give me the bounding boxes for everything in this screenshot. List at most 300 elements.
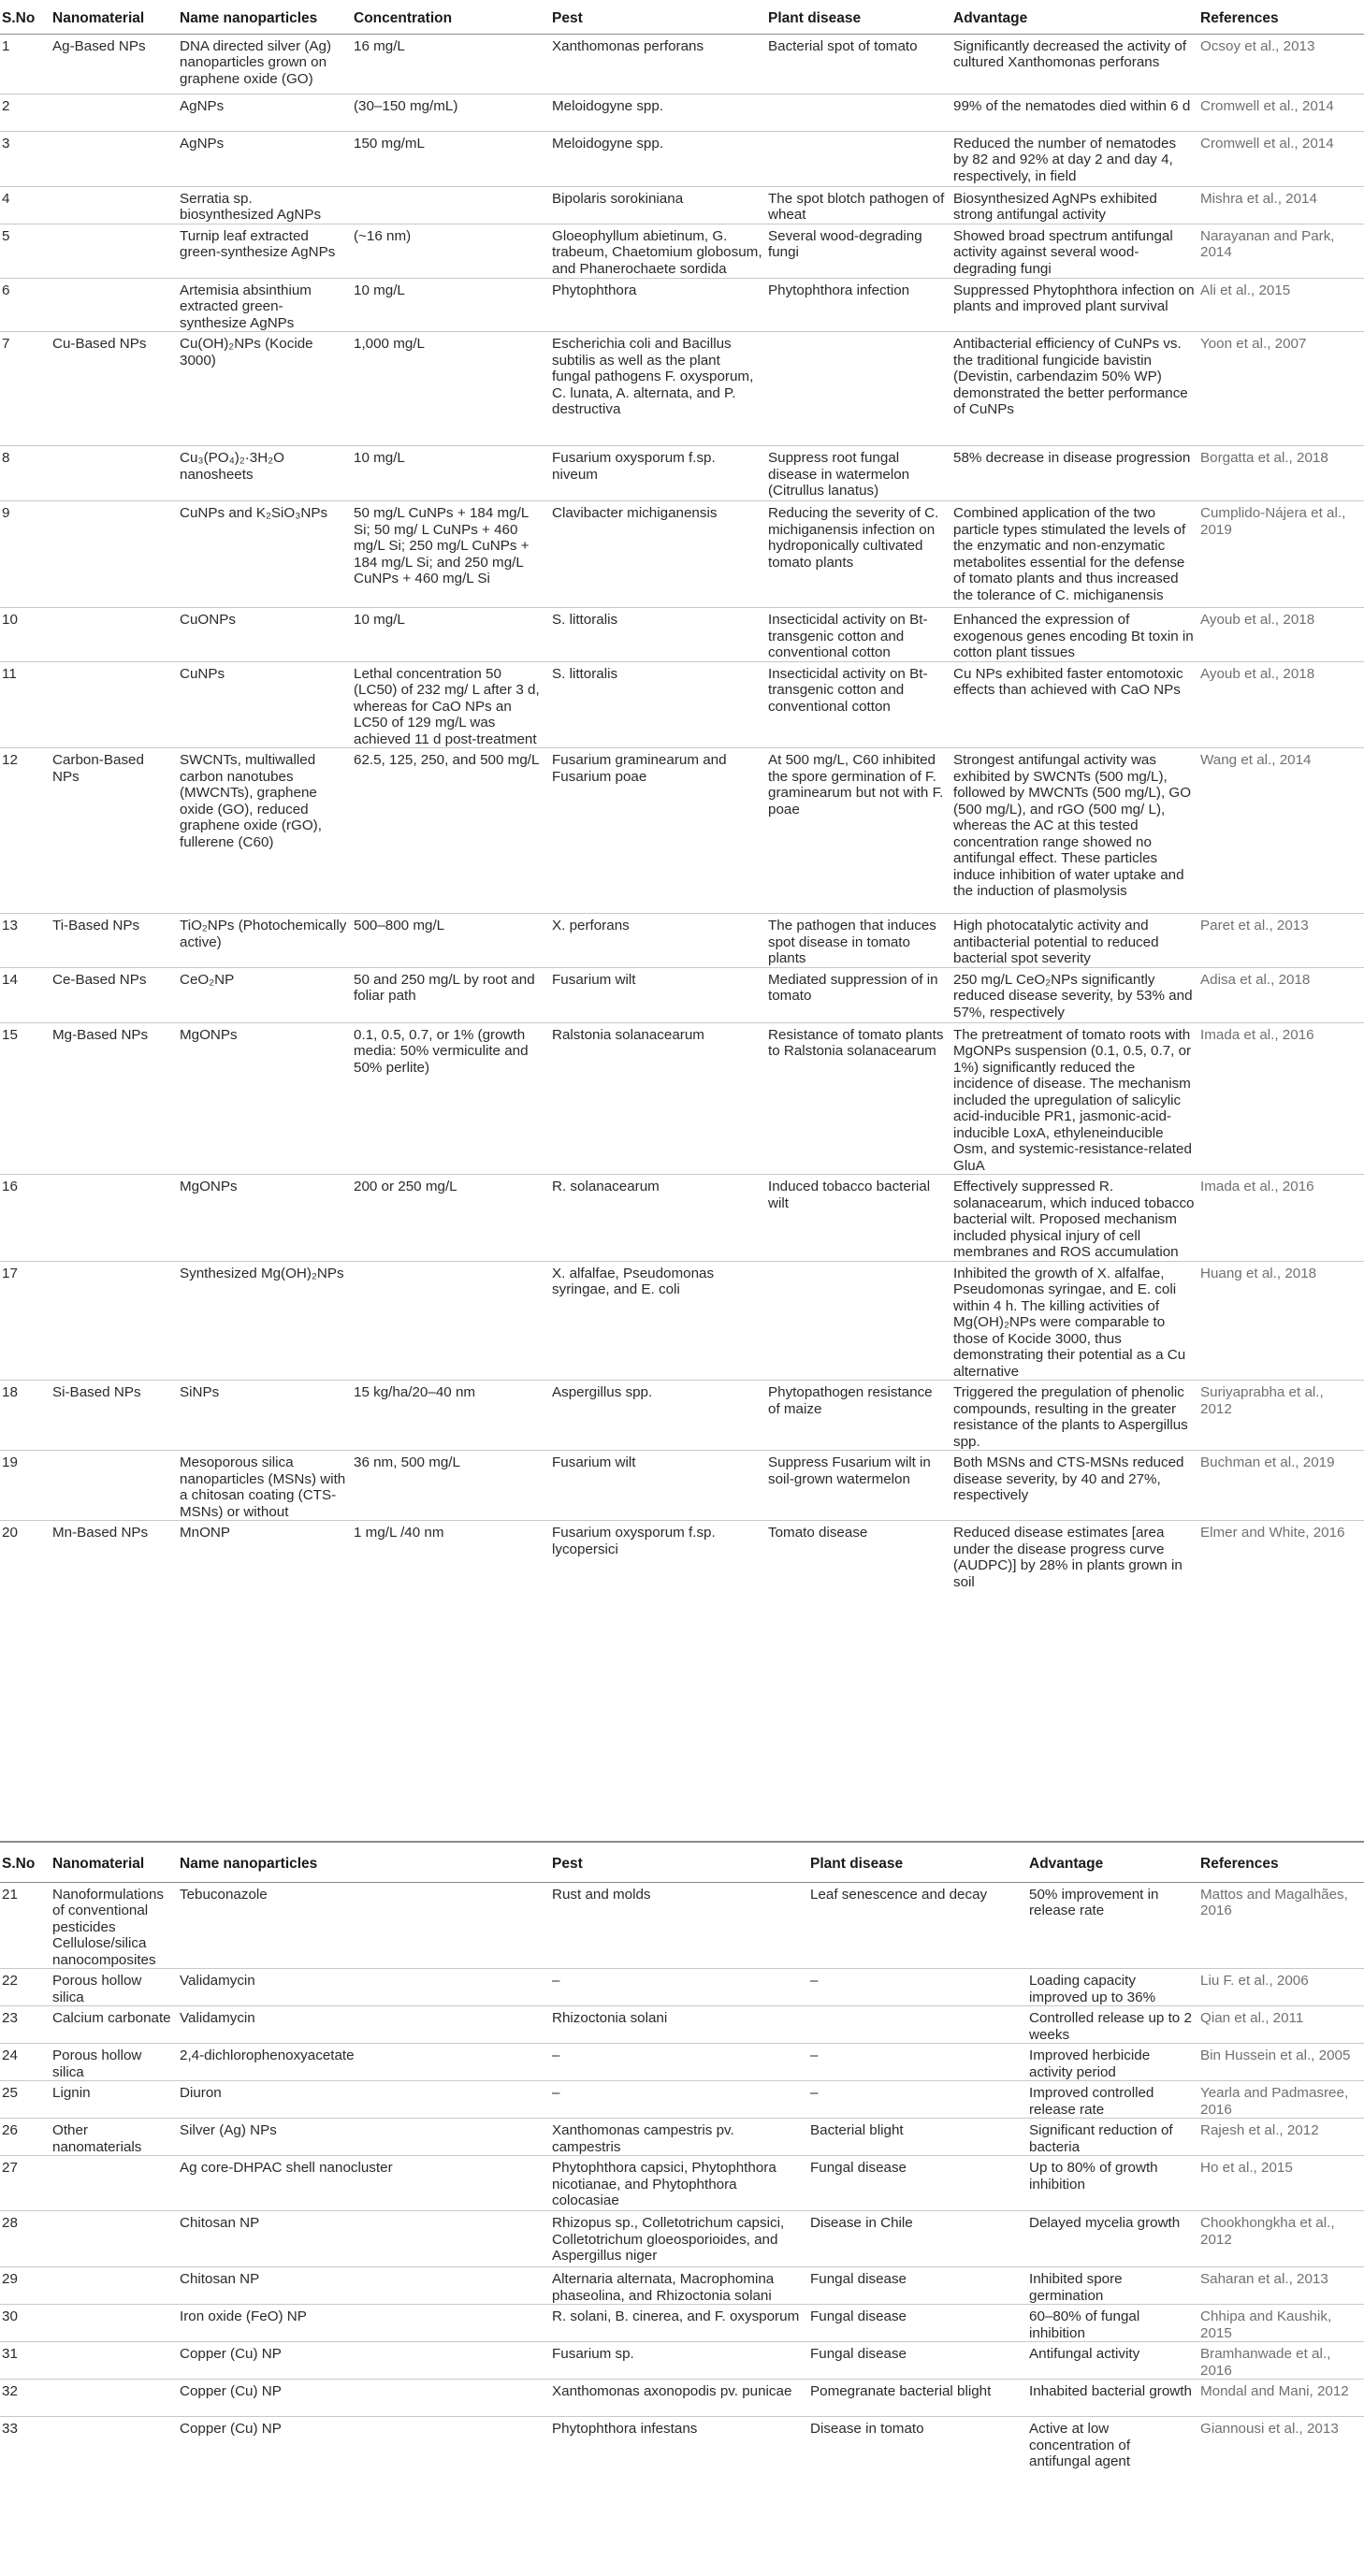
cell-disease: Phytophthora infection	[768, 282, 910, 298]
cell-disease: Leaf senescence and decay	[810, 1886, 988, 1903]
cell-sno: 16	[2, 1179, 18, 1194]
cell-ref: Yoon et al., 2007	[1200, 336, 1307, 352]
cell-name: Copper (Cu) NP	[180, 2346, 282, 2362]
cell-advantage: Improved controlled release rate	[1029, 2085, 1154, 2118]
table2-body	[0, 1882, 1364, 2470]
cell-material: Porous hollow silica	[52, 1973, 142, 2005]
nanoparticle-table-2	[0, 1846, 1364, 2470]
cell-material	[52, 661, 180, 748]
cell-disease: Several wood-degrading fungi	[768, 227, 922, 260]
cell-sno: 21	[2, 1886, 18, 1903]
cell-ref: Paret et al., 2013	[1200, 918, 1309, 933]
cell-conc: 10 mg/L	[354, 282, 405, 298]
cell-name: Artemisia absinthium extracted green-synthesize AgNPs	[180, 282, 312, 331]
cell-sno: 11	[2, 665, 17, 682]
table1-header-4: Pest	[552, 10, 583, 26]
cell-pest: Xanthomonas axonopodis pv. punicae	[552, 2383, 792, 2399]
cell-conc: 1 mg/L /40 nm	[354, 1525, 444, 1541]
cell-sno: 29	[2, 2271, 18, 2287]
table1-header-0: S.No	[2, 10, 36, 26]
cell-name: MnONP	[180, 1525, 231, 1541]
cell-conc: (30–150 mg/mL)	[354, 97, 458, 114]
cell-pest: X. perforans	[552, 918, 630, 933]
cell-ref: Yearla and Padmasree, 2016	[1200, 2085, 1349, 2118]
cell-name: Copper (Cu) NP	[180, 2383, 282, 2399]
table1-body	[0, 34, 1364, 1590]
cell-sno: 4	[2, 190, 10, 207]
cell-disease: Suppress Fusarium wilt in soil-grown watermelon	[768, 1454, 931, 1487]
cell-advantage: Delayed mycelia growth	[1029, 2215, 1181, 2231]
cell-disease: Bacterial spot of tomato	[768, 37, 918, 54]
table2-header-3: Pest	[552, 1856, 583, 1872]
cell-ref: Wang et al., 2014	[1200, 752, 1312, 768]
cell-material	[52, 2342, 180, 2380]
cell-pest: –	[552, 1973, 560, 1989]
cell-pest: S. littoralis	[552, 612, 618, 628]
cell-advantage: Enhanced the expression of exogenous genes encoding Bt toxin in cotton plant tissues	[953, 612, 1194, 660]
cell-name: CeO₂NP	[180, 971, 235, 988]
cell-sno: 10	[2, 612, 18, 628]
cell-name: AgNPs	[180, 97, 225, 114]
cell-disease: –	[810, 2085, 819, 2101]
cell-pest: Fusarium graminearum and Fusarium poae	[552, 752, 727, 785]
cell-name: DNA directed silver (Ag) nanoparticles grown on graphene oxide (GO)	[180, 37, 332, 87]
cell-ref: Adisa et al., 2018	[1200, 971, 1311, 988]
cell-ref: Giannousi et al., 2013	[1200, 2421, 1339, 2437]
cell-material	[52, 224, 180, 278]
cell-conc	[354, 1261, 552, 1381]
cell-ref: Bin Hussein et al., 2005	[1200, 2048, 1351, 2063]
cell-conc: 1,000 mg/L	[354, 336, 425, 352]
cell-sno: 18	[2, 1384, 18, 1400]
cell-ref: Cumplido-Nájera et al., 2019	[1200, 505, 1346, 538]
cell-pest: –	[552, 2048, 560, 2063]
cell-material: Porous hollow silica	[52, 2048, 142, 2080]
cell-conc: (~16 nm)	[354, 227, 412, 244]
cell-disease: Suppress root fungal disease in watermelon (Citrullus lanatus)	[768, 450, 910, 499]
cell-advantage: Triggered the pregulation of phenolic compounds, resulting in the greater resistance of the plants to Aspergillus spp.	[953, 1384, 1188, 1450]
table2-header-6: References	[1200, 1856, 1279, 1872]
table-row	[0, 1022, 1364, 1175]
cell-advantage: Cu NPs exhibited faster entomotoxic effects than achieved with CaO NPs	[953, 665, 1183, 698]
table2-header-4: Plant disease	[810, 1856, 904, 1872]
cell-ref: Mishra et al., 2014	[1200, 190, 1317, 207]
cell-pest: Fusarium wilt	[552, 971, 636, 988]
table-row	[0, 224, 1364, 278]
cell-name: Turnip leaf extracted green-synthesize AgNPs	[180, 227, 336, 260]
cell-name: Serratia sp. biosynthesized AgNPs	[180, 190, 322, 223]
table-row	[0, 278, 1364, 332]
table-row	[0, 1451, 1364, 1521]
cell-disease: Tomato disease	[768, 1525, 868, 1541]
cell-conc: Lethal concentration 50 (LC50) of 232 mg/ L after 3 d, whereas for CaO NPs an LC50 of 129 mg/L was achieved 11 d post-treatment	[354, 665, 540, 747]
cell-name: Cu(OH)₂NPs (Kocide 3000)	[180, 336, 313, 369]
table1-header-2: Name nanoparticles	[180, 10, 318, 26]
table-separator	[0, 1841, 1364, 1843]
cell-name: CuNPs	[180, 665, 225, 682]
cell-disease: Induced tobacco bacterial wilt	[768, 1179, 931, 1211]
cell-advantage: Effectively suppressed R. solanacearum, which induced tobacco bacterial wilt. Proposed mechanism included physical injury of cell membranes and ROS accumulation	[953, 1179, 1195, 1260]
cell-pest: Xanthomonas perforans	[552, 37, 704, 54]
cell-material: Lignin	[52, 2085, 91, 2101]
table1-header-6: Advantage	[953, 10, 1028, 26]
cell-advantage: Both MSNs and CTS-MSNs reduced disease severity, by 40 and 27%, respectively	[953, 1454, 1184, 1503]
cell-disease	[768, 131, 953, 186]
cell-sno: 23	[2, 2010, 18, 2026]
cell-name: Tebuconazole	[180, 1886, 268, 1903]
cell-disease: Insecticidal activity on Bt-transgenic cotton and conventional cotton	[768, 612, 928, 660]
cell-ref: Elmer and White, 2016	[1200, 1525, 1345, 1541]
cell-ref: Imada et al., 2016	[1200, 1179, 1314, 1194]
cell-conc: 200 or 250 mg/L	[354, 1179, 457, 1194]
cell-pest: Rhizopus sp., Colletotrichum capsici, Colletotrichum gloeosporioides, and Aspergillus niger	[552, 2215, 785, 2264]
cell-conc: 15 kg/ha/20–40 nm	[354, 1384, 476, 1400]
cell-sno: 2	[2, 97, 10, 114]
table1-header-3: Concentration	[354, 10, 453, 26]
cell-sno: 24	[2, 2048, 18, 2063]
table2-header-row	[0, 1846, 1364, 1882]
cell-advantage: Suppressed Phytophthora infection on plants and improved plant survival	[953, 282, 1195, 314]
cell-ref: Saharan et al., 2013	[1200, 2271, 1328, 2287]
cell-ref: Huang et al., 2018	[1200, 1265, 1317, 1281]
table1-header-1: Nanomaterial	[52, 10, 145, 26]
cell-sno: 27	[2, 2160, 18, 2176]
cell-ref: Mondal and Mani, 2012	[1200, 2383, 1349, 2399]
table-row	[0, 186, 1364, 224]
cell-disease: Resistance of tomato plants to Ralstonia solanacearum	[768, 1026, 944, 1059]
cell-disease: Insecticidal activity on Bt-transgenic cotton and conventional cotton	[768, 665, 928, 715]
cell-disease: The spot blotch pathogen of wheat	[768, 190, 945, 223]
cell-disease: –	[810, 1973, 819, 1989]
cell-advantage: Antifungal activity	[1029, 2346, 1140, 2362]
table-row	[0, 2156, 1364, 2211]
cell-ref: Chhipa and Kaushik, 2015	[1200, 2308, 1332, 2341]
cell-sno: 14	[2, 971, 18, 988]
cell-material: Carbon-Based NPs	[52, 752, 144, 785]
cell-pest: Phytophthora infestans	[552, 2421, 698, 2437]
cell-sno: 32	[2, 2383, 18, 2399]
cell-pest: Rust and molds	[552, 1886, 651, 1903]
cell-pest: Fusarium oxysporum f.sp. niveum	[552, 450, 716, 483]
cell-name: MgONPs	[180, 1179, 238, 1194]
cell-conc: 36 nm, 500 mg/L	[354, 1454, 460, 1470]
cell-advantage: 58% decrease in disease progression	[953, 450, 1191, 466]
cell-sno: 1	[2, 37, 10, 54]
cell-material: Calcium carbonate	[52, 2010, 171, 2026]
table-row	[0, 1969, 1364, 2006]
cell-disease: Fungal disease	[810, 2271, 907, 2287]
cell-ref: Ayoub et al., 2018	[1200, 612, 1315, 628]
cell-ref: Qian et al., 2011	[1200, 2010, 1304, 2026]
cell-pest: R. solanacearum	[552, 1179, 660, 1194]
cell-sno: 30	[2, 2308, 18, 2324]
cell-advantage: 60–80% of fungal inhibition	[1029, 2308, 1140, 2341]
cell-advantage: High photocatalytic activity and antibacterial potential to reduced bacterial spot severity	[953, 918, 1159, 966]
cell-disease: The pathogen that induces spot disease in tomato plants	[768, 918, 936, 966]
cell-pest: Ralstonia solanacearum	[552, 1026, 704, 1043]
cell-material	[52, 446, 180, 501]
cell-material	[52, 94, 180, 131]
table-row	[0, 914, 1364, 968]
cell-pest: Alternaria alternata, Macrophomina phaseolina, and Rhizoctonia solani	[552, 2271, 775, 2304]
table-row	[0, 1261, 1364, 1381]
table-row	[0, 2044, 1364, 2081]
cell-sno: 7	[2, 336, 10, 352]
cell-sno: 5	[2, 227, 10, 244]
table-row	[0, 1882, 1364, 1969]
table-row	[0, 2006, 1364, 2044]
cell-material: Mn-Based NPs	[52, 1525, 149, 1541]
table2-header-0: S.No	[2, 1856, 36, 1872]
cell-pest: Gloeophyllum abietinum, G. trabeum, Chaetomium globosum, and Phanerochaete sordida	[552, 227, 762, 277]
cell-material: Si-Based NPs	[52, 1384, 141, 1400]
cell-pest: Clavibacter michiganensis	[552, 505, 718, 521]
cell-disease	[810, 2006, 1029, 2044]
cell-disease: Disease in tomato	[810, 2421, 924, 2437]
table-row	[0, 2305, 1364, 2342]
table-row	[0, 748, 1364, 914]
table-row	[0, 1381, 1364, 1451]
table-row	[0, 967, 1364, 1022]
cell-pest: R. solani, B. cinerea, and F. oxysporum	[552, 2308, 800, 2324]
table1-header-5: Plant disease	[768, 10, 862, 26]
cell-pest: Meloidogyne spp.	[552, 135, 664, 152]
cell-ref: Bramhanwade et al., 2016	[1200, 2346, 1331, 2379]
cell-name: CuNPs and K₂SiO₃NPs	[180, 505, 328, 521]
cell-pest: Escherichia coli and Bacillus subtilis as well as the plant fungal pathogens F. oxysporum, C. lunata, A. alternata, and P. destructiva	[552, 336, 754, 417]
cell-advantage: Biosynthesized AgNPs exhibited strong antifungal activity	[953, 190, 1157, 223]
table2-header-5: Advantage	[1029, 1856, 1104, 1872]
cell-disease: Pomegranate bacterial blight	[810, 2383, 992, 2399]
cell-disease	[768, 332, 953, 446]
cell-ref: Suriyaprabha et al., 2012	[1200, 1384, 1324, 1417]
cell-material	[52, 2380, 180, 2417]
cell-pest: S. littoralis	[552, 665, 618, 682]
cell-name: 2,4-dichlorophenoxyacetate	[180, 2048, 355, 2063]
cell-material	[52, 608, 180, 662]
table-row	[0, 2380, 1364, 2417]
cell-sno: 17	[2, 1265, 18, 1281]
table2-header-2: Name nanoparticles	[180, 1856, 318, 1872]
cell-ref: Mattos and Magalhães, 2016	[1200, 1886, 1348, 1918]
cell-sno: 31	[2, 2346, 18, 2362]
cell-ref: Liu F. et al., 2006	[1200, 1973, 1309, 1989]
cell-advantage: 99% of the nematodes died within 6 d	[953, 97, 1191, 114]
cell-sno: 13	[2, 918, 18, 933]
cell-ref: Cromwell et al., 2014	[1200, 135, 1334, 152]
cell-sno: 26	[2, 2122, 18, 2138]
cell-material	[52, 2305, 180, 2342]
cell-advantage: Combined application of the two particle types stimulated the levels of the enzymatic and non-enzymatic metabolites essential for the defense of tomato plants and thus increased the tolerance of C. michiganensis	[953, 505, 1186, 603]
cell-sno: 25	[2, 2085, 18, 2101]
cell-name: Validamycin	[180, 1973, 255, 1989]
cell-name: Chitosan NP	[180, 2271, 260, 2287]
cell-material	[52, 2211, 180, 2267]
cell-ref: Imada et al., 2016	[1200, 1026, 1314, 1043]
cell-conc: 16 mg/L	[354, 37, 405, 54]
cell-name: Copper (Cu) NP	[180, 2421, 282, 2437]
cell-disease: Phytopathogen resistance of maize	[768, 1384, 933, 1417]
cell-material: Ce-Based NPs	[52, 971, 147, 988]
cell-sno: 33	[2, 2421, 18, 2437]
cell-disease: Fungal disease	[810, 2308, 907, 2324]
cell-material	[52, 1261, 180, 1381]
cell-pest: Aspergillus spp.	[552, 1384, 653, 1400]
cell-sno: 3	[2, 135, 10, 152]
cell-sno: 22	[2, 1973, 18, 1989]
cell-sno: 6	[2, 282, 10, 298]
cell-disease: At 500 mg/L, C60 inhibited the spore germination of F. graminearum but not with F. poae	[768, 752, 944, 818]
cell-name: Diuron	[180, 2085, 222, 2101]
cell-advantage: 50% improvement in release rate	[1029, 1886, 1159, 1918]
cell-pest: Bipolaris sorokiniana	[552, 190, 684, 207]
cell-sno: 20	[2, 1525, 18, 1541]
table1-header-row	[0, 0, 1364, 34]
cell-name: Cu₃(PO₄)₂·3H₂O nanosheets	[180, 450, 284, 483]
cell-ref: Ayoub et al., 2018	[1200, 665, 1315, 682]
cell-name: Mesoporous silica nanoparticles (MSNs) with a chitosan coating (CTS-MSNs) or without	[180, 1454, 346, 1520]
cell-ref: Ali et al., 2015	[1200, 282, 1291, 298]
cell-disease: Reducing the severity of C. michiganensis infection on hydroponically cultivated tomato plants	[768, 505, 939, 571]
cell-pest: –	[552, 2085, 560, 2101]
cell-advantage: Significantly decreased the activity of cultured Xanthomonas perforans	[953, 37, 1187, 70]
cell-ref: Ho et al., 2015	[1200, 2160, 1293, 2176]
cell-advantage: Loading capacity improved up to 36%	[1029, 1973, 1156, 2005]
cell-material	[52, 1175, 180, 1262]
cell-disease: Bacterial blight	[810, 2122, 904, 2138]
cell-conc: 0.1, 0.5, 0.7, or 1% (growth media: 50% vermiculite and 50% perlite)	[354, 1026, 529, 1076]
cell-advantage: Up to 80% of growth inhibition	[1029, 2160, 1158, 2192]
cell-advantage: Strongest antifungal activity was exhibited by SWCNTs (500 mg/L), followed by MWCNTs (500 mg/L), GO (500 mg/L), and rGO (500 mg/ L), whereas the AC at this tested concentration range showed no antifungal effect. These particles induce inhibition of water uptake and the induction of plasmolysis	[953, 752, 1192, 899]
table-row	[0, 661, 1364, 748]
cell-advantage: Inhabited bacterial growth	[1029, 2383, 1192, 2399]
cell-pest: Meloidogyne spp.	[552, 97, 664, 114]
cell-conc: 10 mg/L	[354, 450, 405, 466]
cell-material: Cu-Based NPs	[52, 336, 147, 352]
cell-name: Iron oxide (FeO) NP	[180, 2308, 307, 2324]
cell-name: SWCNTs, multiwalled carbon nanotubes (MWCNTs), graphene oxide (GO), reduced graphene oxide (rGO), fullerene (C60)	[180, 752, 322, 850]
table-row	[0, 2119, 1364, 2156]
cell-material: Mg-Based NPs	[52, 1026, 149, 1043]
cell-name: Ag core-DHPAC shell nanocluster	[180, 2160, 393, 2176]
cell-advantage: Reduced the number of nematodes by 82 and 92% at day 2 and day 4, respectively, in field	[953, 135, 1177, 184]
table-row	[0, 34, 1364, 94]
table-row	[0, 2342, 1364, 2380]
cell-ref: Borgatta et al., 2018	[1200, 450, 1328, 466]
table-row	[0, 501, 1364, 608]
cell-advantage: 250 mg/L CeO₂NPs significantly reduced disease severity, by 53% and 57%, respectively	[953, 971, 1193, 1020]
cell-conc: 50 mg/L CuNPs + 184 mg/L Si; 50 mg/ L CuNPs + 460 mg/L Si; 250 mg/L CuNPs + 184 mg/L Si; and 250 mg/L CuNPs + 460 mg/L Si	[354, 505, 530, 586]
table-row	[0, 1521, 1364, 1591]
cell-advantage: Reduced disease estimates [area under the disease progress curve (AUDPC)] by 28% in plants grown in soil	[953, 1525, 1183, 1590]
cell-disease: Disease in Chile	[810, 2215, 913, 2231]
table-row	[0, 446, 1364, 501]
cell-disease: –	[810, 2048, 819, 2063]
cell-pest: Rhizoctonia solani	[552, 2010, 668, 2026]
cell-advantage: Inhibited spore germination	[1029, 2271, 1123, 2304]
table-row	[0, 1175, 1364, 1262]
cell-disease	[768, 94, 953, 131]
table-row	[0, 2211, 1364, 2267]
cell-conc: 50 and 250 mg/L by root and foliar path	[354, 971, 535, 1004]
cell-conc	[354, 186, 552, 224]
cell-conc: 150 mg/mL	[354, 135, 425, 152]
cell-advantage: Showed broad spectrum antifungal activity against several wood-degrading fungi	[953, 227, 1173, 277]
table-row	[0, 608, 1364, 662]
cell-material	[52, 1451, 180, 1521]
cell-sno: 8	[2, 450, 10, 466]
cell-advantage: Significant reduction of bacteria	[1029, 2122, 1173, 2155]
cell-pest: Phytophthora capsici, Phytophthora nicotianae, and Phytophthora colocasiae	[552, 2160, 776, 2208]
table-row	[0, 94, 1364, 131]
cell-disease: Fungal disease	[810, 2346, 907, 2362]
cell-name: TiO₂NPs (Photochemically active)	[180, 918, 347, 950]
cell-name: SiNPs	[180, 1384, 220, 1400]
cell-ref: Narayanan and Park, 2014	[1200, 227, 1335, 260]
table-row	[0, 2417, 1364, 2470]
cell-conc: 500–800 mg/L	[354, 918, 445, 933]
cell-name: MgONPs	[180, 1026, 238, 1043]
cell-advantage: Controlled release up to 2 weeks	[1029, 2010, 1192, 2043]
table-row	[0, 131, 1364, 186]
table-row	[0, 2267, 1364, 2305]
cell-conc: 10 mg/L	[354, 612, 405, 628]
cell-disease: Fungal disease	[810, 2160, 907, 2176]
table2-header-1: Nanomaterial	[52, 1856, 145, 1872]
cell-material	[52, 501, 180, 608]
cell-pest: Phytophthora	[552, 282, 637, 298]
cell-ref: Rajesh et al., 2012	[1200, 2122, 1319, 2138]
cell-pest: Fusarium sp.	[552, 2346, 634, 2362]
cell-pest: Xanthomonas campestris pv. campestris	[552, 2122, 734, 2155]
table1-header-7: References	[1200, 10, 1279, 26]
cell-disease	[768, 1261, 953, 1381]
cell-ref: Cromwell et al., 2014	[1200, 97, 1334, 114]
cell-name: Silver (Ag) NPs	[180, 2122, 277, 2138]
cell-name: Chitosan NP	[180, 2215, 260, 2231]
cell-sno: 19	[2, 1454, 18, 1470]
cell-material: Ti-Based NPs	[52, 918, 140, 933]
cell-conc: 62.5, 125, 250, and 500 mg/L	[354, 752, 540, 768]
cell-advantage: Antibacterial efficiency of CuNPs vs. the traditional fungicide bavistin (Devistin, carbendazim 50% WP) demonstrated the better performance of CuNPs	[953, 336, 1188, 417]
cell-disease: Mediated suppression of in tomato	[768, 971, 938, 1004]
cell-ref: Buchman et al., 2019	[1200, 1454, 1335, 1470]
table-row	[0, 332, 1364, 446]
cell-material	[52, 131, 180, 186]
cell-name: AgNPs	[180, 135, 225, 152]
cell-sno: 12	[2, 752, 18, 768]
cell-material: Other nanomaterials	[52, 2122, 142, 2155]
cell-advantage: Improved herbicide activity period	[1029, 2048, 1151, 2080]
cell-name: Validamycin	[180, 2010, 255, 2026]
cell-name: CuONPs	[180, 612, 236, 628]
cell-pest: X. alfalfae, Pseudomonas syringae, and E. coli	[552, 1265, 715, 1297]
cell-name: Synthesized Mg(OH)₂NPs	[180, 1265, 344, 1281]
cell-ref: Chookhongkha et al., 2012	[1200, 2215, 1335, 2248]
table-row	[0, 2081, 1364, 2119]
cell-advantage: Inhibited the growth of X. alfalfae, Pseudomonas syringae, and E. coli within 4 h. The killing activities of Mg(OH)₂NPs were comparable to those of Kocide 3000, thus demonstrating their potential as a Cu alternative	[953, 1265, 1186, 1380]
cell-sno: 15	[2, 1026, 18, 1043]
cell-sno: 9	[2, 505, 10, 521]
cell-material	[52, 278, 180, 332]
cell-pest: Fusarium wilt	[552, 1454, 636, 1470]
cell-material	[52, 2267, 180, 2305]
cell-material: Ag-Based NPs	[52, 37, 146, 54]
cell-advantage: The pretreatment of tomato roots with MgONPs suspension (0.1, 0.5, 0.7, or 1%) significantly reduced the incidence of disease. The mechanism included the upregulation of salicylic acid-inducible PR1, jasmonic-acid-inducible LoxA, ethyleneinducible Osm, and systemic-resistance-related GluA	[953, 1026, 1192, 1174]
cell-advantage: Active at low concentration of antifungal agent	[1029, 2421, 1131, 2469]
cell-material	[52, 2156, 180, 2211]
cell-pest: Fusarium oxysporum f.sp. lycopersici	[552, 1525, 716, 1557]
